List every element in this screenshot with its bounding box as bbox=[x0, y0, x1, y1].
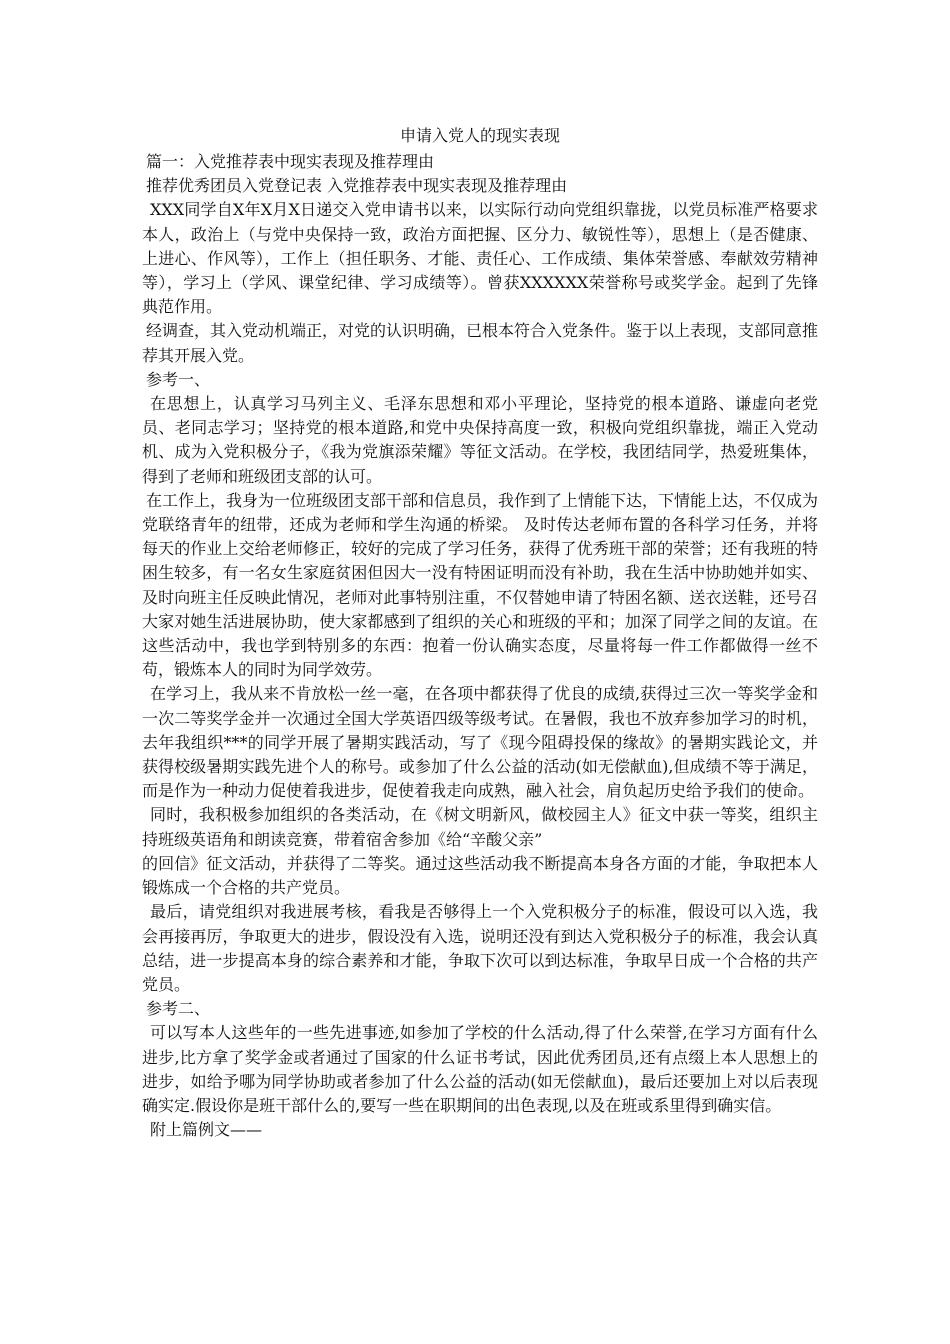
paragraph-7: 最后，请党组织对我进展考核，看我是否够得上一个入党积极分子的标准，假设可以入选，我会再接再厉，争取更大的进步，假设没有入选，说明还没有到达入党积极分子的标准，我会认真总结，进一步提高本身的综合素养和才能，争取下次可以到达标准，争取早日成一个合格的共产党员。 bbox=[142, 902, 818, 994]
section-heading: 篇一：入党推荐表中现实表现及推荐理由 bbox=[146, 152, 435, 171]
paragraph-3: 在思想上，认真学习马列主义、毛泽东思想和邓小平理论，坚持党的根本道路、谦虚向老党员、老同志学习；坚持党的根本道路,和党中央保持高度一致，积极向党组织靠拢，端正入党动机、成为入党积极分子，《我为党旗添荣耀》等征文活动。在学校，我团结同学，热爱班集体，得到了老师和班级团支部的认可。 bbox=[142, 394, 818, 486]
appendix-line: 附上篇例文—— bbox=[150, 1120, 263, 1140]
section-subheading: 推荐优秀团员入党登记表 入党推荐表中现实表现及推荐理由 bbox=[146, 176, 568, 196]
paragraph-6a: 同时，我积极参加组织的各类活动，在《树文明新风，做校园主人》征文中获一等奖，组织主持班级英语角和朗读竞赛，带着宿舍参加《给“辛酸父亲” bbox=[142, 805, 818, 849]
paragraph-2: 经调查，其入党动机端正，对党的认识明确，已根本符合入党条件。鉴于以上表现，支部同意推荐其开展入党。 bbox=[142, 321, 819, 365]
paragraph-5: 在学习上，我从来不肯放松一丝一毫，在各项中都获得了优良的成绩,获得过三次一等奖学金和一次二等奖学金并一次通过全国大学英语四级等级考试。在暑假，我也不放弃参加学习的时机，去年我组织***的同学开展了暑期实践活动，写了《现今阻碍投保的缘故》的暑期实践论文，并获得校级暑期实践先进个人的称号。或参加了什么公益的活动(如无偿献血),但成绩不等于满足，而是作为一种动力促使着我进步，促使着我走向成熟，融入社会，肩负起历史给予我们的使命。 bbox=[142, 684, 818, 801]
reference-1-heading: 参考一、 bbox=[146, 369, 211, 389]
document-page bbox=[142, 124, 818, 1142]
reference-2-heading: 参考二、 bbox=[146, 999, 211, 1019]
paragraph-6b: 的回信》征文活动，并获得了二等奖。通过这些活动我不断提高本身各方面的才能，争取把本人锻炼成一个合格的共产党员。 bbox=[142, 853, 818, 898]
paragraph-4: 在工作上，我身为一位班级团支部干部和信息员，我作到了上情能下达，下情能上达，不仅成为党联络青年的纽带，还成为老师和学生沟通的桥梁。 及时传达老师布置的各科学习任务，并将每天的作业上交给老师修正，较好的完成了学习任务，获得了优秀班干部的荣誉；还有我班的特困生较多，有一名女生家庭贫困但因大一没有特困证明而没有补助，我在生活中协助她并如实、及时向班主任反映此情况，老师对此事特别注重，不仅替她申请了特困名额、送衣送鞋，还号召大家对她生活进展协助，使大家都感到了组织的关心和班级的平和；加深了同学之间的友谊。在这些活动中，我也学到特别多的东西：抱着一份认确实态度，尽量将每一件工作都做得一丝不苟，锻炼本人的同时为同学效劳。 bbox=[142, 490, 819, 680]
document-title: 申请入党人的现实表现 bbox=[399, 126, 560, 145]
paragraph-1: XXX同学自X年X月X日递交入党申请书以来，以实际行动向党组织靠拢，以党员标准严格要求本人，政治上（与党中央保持一致，政治方面把握、区分力、敏锐性等），思想上（是否健康、上进心、作风等），工作上（担任职务、才能、责任心、工作成绩、集体荣誉感、奉献效劳精神等），学习上（学风、课堂纪律、学习成绩等）。曾获XXXXXX荣誉称号或奖学金。起到了先锋典范作用。 bbox=[142, 200, 818, 317]
paragraph-8: 可以写本人这些年的一些先进事迹,如参加了学校的什么活动,得了什么荣誉,在学习方面有什么进步,比方拿了奖学金或者通过了国家的什么证书考试，因此优秀团员,还有点缀上本人思想上的进步，如给予哪为同学协助或者参加了什么公益的活动(如无偿献血)，最后还要加上对以后表现确实定.假设你是班干部什么的,要写一些在职期间的出色表现,以及在班或系里得到确实信。 bbox=[142, 1023, 818, 1115]
